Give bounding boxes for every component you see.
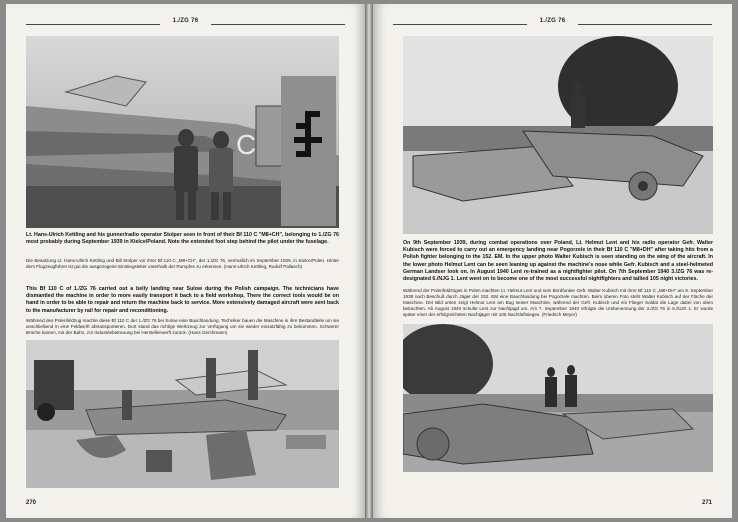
- right-header-text: 1./ZG 76: [536, 18, 570, 24]
- left-header-text: 1./ZG 76: [169, 18, 203, 24]
- fuselage-letter: C: [236, 129, 257, 160]
- right-caption-german: Während der Polenfeldzüges in Polen machten Lt. Helmut Lent und sein Bordfunker Gefr. Walter Kubisch mit ihrer Bf 110 C „M8+DH" am 9. September 1939 nach Beschuß durch Jäger der 152. EM eine Bauchlandung bei Pogorzele machten. Beim oberen Foto steht Walter Kubisch auf der Fläche der Maschine. Der Bild unten zeigt Helmut Lent am Bug seiner Maschine, während der Gefr. Kubisch und ein Flieger Soldat die Lage dabei von oben betrachten. Ab August 1940 schulte Lent zur Nachtjagd um. Am 7. September 1940 erfolgte die Umbenennung der 3./ZG 76 in 6./NJG 1. Er wurde später einer der erfolgreichsten Nachtjäger mit 105 Nachtluftsiegen. (Friedrich Meyer): [403, 288, 713, 317]
- photo2-caption-german: Während des Polenfeldzug machte diese Bf 110 C der 1./ZG 76 bei Sulow eine Bauchlandung. Techniker bauen die Maschine in ihre Bestandteile um sie anschließend in eine Feldwerft abtransportieren. Dort stand das richtige Werkzeug zur Verfügung um sie wieder einsatzfähig zu bekommen. Schwerer Brüche kamen, mit der Bahn, zur Industriebetreuung bei Herstellerwerft zurück. (Hans Gerchmann): [26, 318, 339, 335]
- photo-bf110-crew: [26, 36, 339, 228]
- right-page-header: [393, 18, 712, 28]
- photo1-caption-german: Die Besatzung Lt. Hans-Ulrich Kettling und Bill Stolper vor ihrer Bf 110 C „M8+CH", der 1./ZG 76, vermutlich im September 1939, in Kielce/Polen. Hinter dem Flugzeugführer ist gut die ausgezogene Einstiegsleiter unterhalb der Rumpfes zu erkennen. (Hans-Ulrich Kettling, Rudolf Pallasch): [26, 258, 339, 269]
- right-caption-english: On 9th September 1939, during combat operations over Poland, Lt. Helmut Lent and his radio operator Gefr. Walter Kubisch were forced to carry out an emergency landing near Pogorzele in their Bf 110 C "M8+DH" after taking hits from a Polish fighter belonging to the 152. EM. In the upper photo Walter Kubisch is seen standing on the wing of the aircraft. In the lower photo Helmut Lent can be seen leaning up against the machine's nose while Gefr. Kubisch and a steel-helmeted German Landser look on. In August 1940 Lent re-trained as a nightfighter pilot. On 7th September 1940 3./ZG 76 was re-designated 6./NJG 1. Lent went on to become one of the most successful nightfighters and tallied 105 night victories.: [403, 240, 713, 283]
- left-page-header: [26, 18, 345, 28]
- photo1-caption-english: Lt. Hans-Ulrich Kettling and his gunner/radio operator Stolper seen in front of their Bf 110 C "M8+CH", belonging to 1./ZG 76 most probably during September 1939 in Kielce/Poland. Note the extended foot step behind the pilot under the fuselage.: [26, 232, 339, 246]
- photo-lent-crash-upper: [403, 36, 713, 234]
- left-page: [6, 4, 365, 518]
- right-page: [373, 4, 732, 518]
- photo-dismantled-aircraft: [26, 340, 339, 488]
- right-page-number: 271: [701, 500, 712, 506]
- photo-lent-crash-lower: [403, 324, 713, 472]
- left-page-number: 270: [26, 500, 37, 506]
- photo2-caption-english: This Bf 110 C of 1./ZG 76 carried out a belly landing near Sulow during the Polish campaign. The technicians have dismantled the machine in order to more easily transport it back to a field workshop. There the correct tools would be on hand in order to be able to repair and return the machine back to service. More extensively damaged aircraft were sent back to the manufacturer by rail for repair and reconditioning.: [26, 286, 339, 314]
- book-spine: [365, 4, 373, 518]
